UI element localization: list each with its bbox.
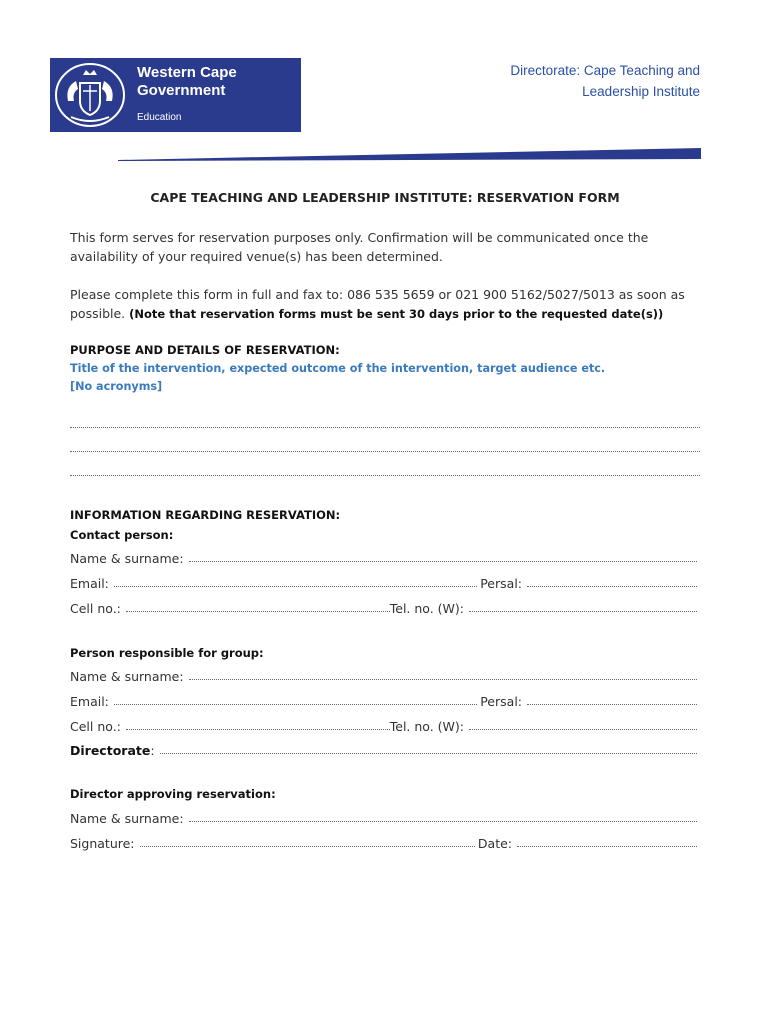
contact-cell-label: Cell no.: (70, 601, 121, 616)
contact-email-line[interactable] (114, 585, 477, 587)
contact-cell-line[interactable] (126, 610, 390, 612)
group-name-line[interactable] (189, 678, 697, 680)
group-email-row (70, 691, 700, 709)
contact-heading: Contact person: (70, 528, 174, 542)
wcg-logo (50, 58, 301, 132)
group-directorate-colon: : (150, 743, 155, 758)
director-name-line[interactable] (189, 820, 697, 822)
directorate-line2: Leadership Institute (582, 84, 700, 99)
contact-name-line[interactable] (189, 560, 697, 562)
intro-paragraph-1: This form serves for reservation purposes only. Confirmation will be communicated once the availability of your required venue(s) has been determined. (70, 230, 649, 264)
logo-text-line2: Government (137, 82, 226, 99)
contact-phone-row (70, 598, 700, 616)
contact-tel-line[interactable] (469, 610, 697, 612)
purpose-hint-line2: [No acronyms] (70, 380, 163, 393)
group-tel-line[interactable] (469, 728, 697, 730)
directorate-line1: Directorate: Cape Teaching and (510, 63, 700, 78)
director-signature-label: Signature: (70, 836, 135, 851)
group-heading: Person responsible for group: (70, 646, 264, 660)
contact-persal-line[interactable] (527, 585, 697, 587)
info-heading: INFORMATION REGARDING RESERVATION: (70, 508, 341, 522)
purpose-heading: PURPOSE AND DETAILS OF RESERVATION: (70, 343, 340, 357)
purpose-line-1[interactable] (70, 417, 700, 428)
contact-email-row (70, 573, 700, 591)
intro-paragraph-2 (70, 285, 704, 324)
director-signature-row (70, 833, 700, 851)
purpose-line-2[interactable] (70, 441, 700, 452)
purpose-hint-line1: Title of the intervention, expected outcome of the intervention, target audience etc. (70, 362, 606, 375)
director-signature-line[interactable] (140, 845, 475, 847)
header-divider (118, 148, 701, 162)
logo-text-line3: Education (137, 112, 182, 123)
group-cell-line[interactable] (126, 728, 390, 730)
form-title: CAPE TEACHING AND LEADERSHIP INSTITUTE: RESERVATION FORM (150, 190, 620, 205)
group-cell-label: Cell no.: (70, 719, 121, 734)
purpose-line-3[interactable] (70, 465, 700, 476)
director-heading: Director approving reservation: (70, 787, 276, 801)
group-name-field[interactable] (70, 666, 700, 684)
deadline-note: (Note that reservation forms must be sent 30 days prior to the requested date(s)) (129, 307, 664, 321)
contact-persal-label: Persal: (480, 576, 522, 591)
contact-email-label: Email: (70, 576, 109, 591)
contact-tel-label: Tel. no. (W): (389, 601, 464, 616)
group-persal-label: Persal: (480, 694, 522, 709)
group-persal-line[interactable] (527, 703, 697, 705)
coat-of-arms-icon (53, 61, 127, 129)
group-directorate-line[interactable] (160, 752, 697, 754)
director-name-field[interactable] (70, 808, 700, 826)
director-name-label: Name & surname: (70, 811, 184, 826)
group-name-label: Name & surname: (70, 669, 184, 684)
fax-instruction: Please complete this form in full and fax to: 086 535 5659 or 021 900 5162/5027/5013 as soon as possible. (70, 287, 685, 321)
logo-text-line1: Western Cape (137, 64, 237, 81)
contact-name-field[interactable] (70, 548, 700, 566)
directorate-heading (400, 60, 700, 102)
group-directorate-field[interactable] (70, 740, 700, 758)
group-directorate-label: Directorate (70, 743, 151, 758)
director-date-label: Date: (477, 836, 512, 851)
group-email-line[interactable] (114, 703, 477, 705)
director-date-line[interactable] (517, 845, 697, 847)
group-phone-row (70, 716, 700, 734)
group-tel-label: Tel. no. (W): (389, 719, 464, 734)
contact-name-label: Name & surname: (70, 551, 184, 566)
group-email-label: Email: (70, 694, 109, 709)
